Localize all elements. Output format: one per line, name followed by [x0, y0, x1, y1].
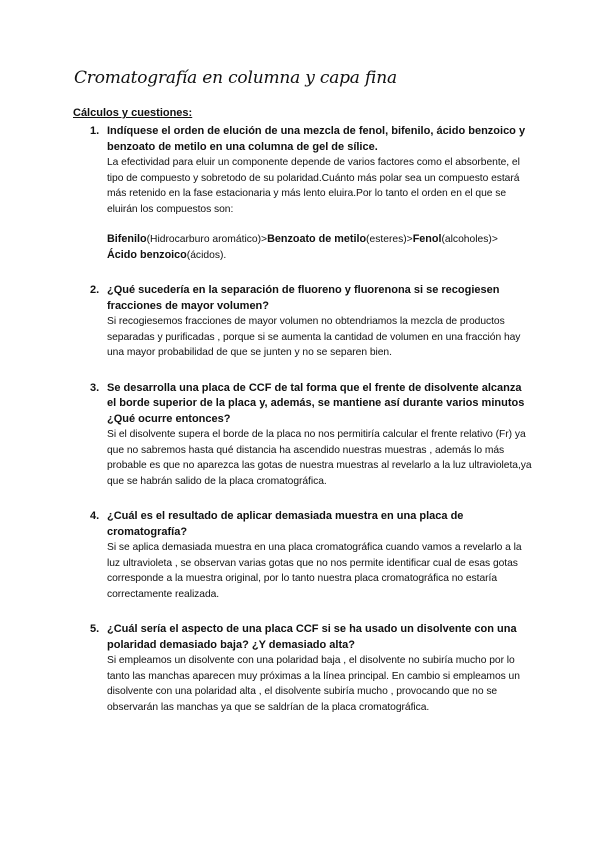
document-title: Cromatografía en columna y capa fina — [74, 68, 397, 88]
question-text: ¿Qué sucedería en la separación de fluoreno y fluorenona si se recogiesen fracciones de mayor volumen? — [107, 284, 500, 312]
question-item-2 — [73, 283, 533, 361]
elution-order — [107, 232, 533, 263]
question-number: 1. — [90, 125, 100, 137]
compound-name: Benzoato de metilo — [267, 233, 367, 245]
compound-note: (alcoholes)> — [441, 234, 498, 245]
compound-note: (ácidos). — [186, 249, 227, 261]
question-item-1 — [73, 124, 533, 263]
question-number: 5. — [90, 623, 100, 635]
compound-name: Fenol — [412, 233, 442, 245]
question-item-3 — [73, 381, 533, 490]
compound-note: (Hidrocarburo aromático)> — [146, 234, 268, 245]
questions-list — [73, 124, 533, 735]
compound-name: Bifenilo — [107, 233, 147, 245]
question-number: 4. — [90, 510, 100, 522]
answer-text: Si se aplica demasiada muestra en una placa cromatográfica cuando vamos a revelarlo a la luz ultravioleta , se observan varias gotas que no nos permite identificar cual de esas gotas corresponde a la muestra original, por lo tanto nuestra placa cromatográfica no estaría correctamente realizada. — [107, 542, 522, 600]
question-item-5 — [73, 622, 533, 715]
question-text: Se desarrolla una placa de CCF de tal forma que el frente de disolvente alcanza el borde superior de la placa y, además, se mantiene así durante varios minutos ¿Qué ocurre entonces? — [107, 381, 525, 425]
question-number: 3. — [90, 381, 100, 394]
compound-name: Ácido benzoico — [107, 248, 187, 261]
compound-note: (esteres)> — [366, 234, 413, 245]
question-number: 2. — [90, 284, 100, 296]
answer-text: La efectividad para eluir un componente depende de varios factores como el absorbente, el tipo de compuesto y sobretodo de su polaridad.Cuánto más polar sea un compuesto estará más retenido en la fase estacionaria y más lento eluira.Por lo tanto el orden en el que se eluirán los compuestos son: — [107, 157, 520, 215]
answer-text: Si empleamos un disolvente con una polaridad baja , el disolvente no subiría mucho por lo tanto las manchas aparecen muy próximas a la línea principal. En cambio si empleamos un disolvente con una polaridad alta , el disolvente subiría mucho , provocando que no se observarán las manchas ya que se saldrían de la placa cromatográfica. — [107, 655, 520, 713]
section-heading: Cálculos y cuestiones: — [73, 107, 193, 119]
question-text: ¿Cuál es el resultado de aplicar demasiada muestra en una placa de cromatografía? — [107, 510, 464, 538]
answer-text: Si el disolvente supera el borde de la placa no nos permitiría calcular el frente relativo (Fr) ya que no sabremos hasta qué distancia ha ascendido nuestras muestras , además lo más probable es que no aparezca las gotas de nuestra muestras al revelarlo a la luz ultravioleta,ya que se habrán salido de la placa cromatográfica. — [107, 429, 532, 487]
question-text: ¿Cuál sería el aspecto de una placa CCF si se ha usado un disolvente con una polaridad demasiado baja? ¿Y demasiado alta? — [107, 623, 517, 651]
question-text: Indíquese el orden de elución de una mezcla de fenol, bifenilo, ácido benzoico y benzoato de metilo en una columna de gel de sílice. — [107, 125, 526, 153]
question-item-4 — [73, 509, 533, 602]
answer-text: Si recogiesemos fracciones de mayor volumen no obtendriamos la mezcla de productos separadas y purificadas , porque si se aumenta la cantidad de volumen en una fracción hay una mayor probabilidad de que se junten y no se separen bien. — [107, 316, 521, 358]
